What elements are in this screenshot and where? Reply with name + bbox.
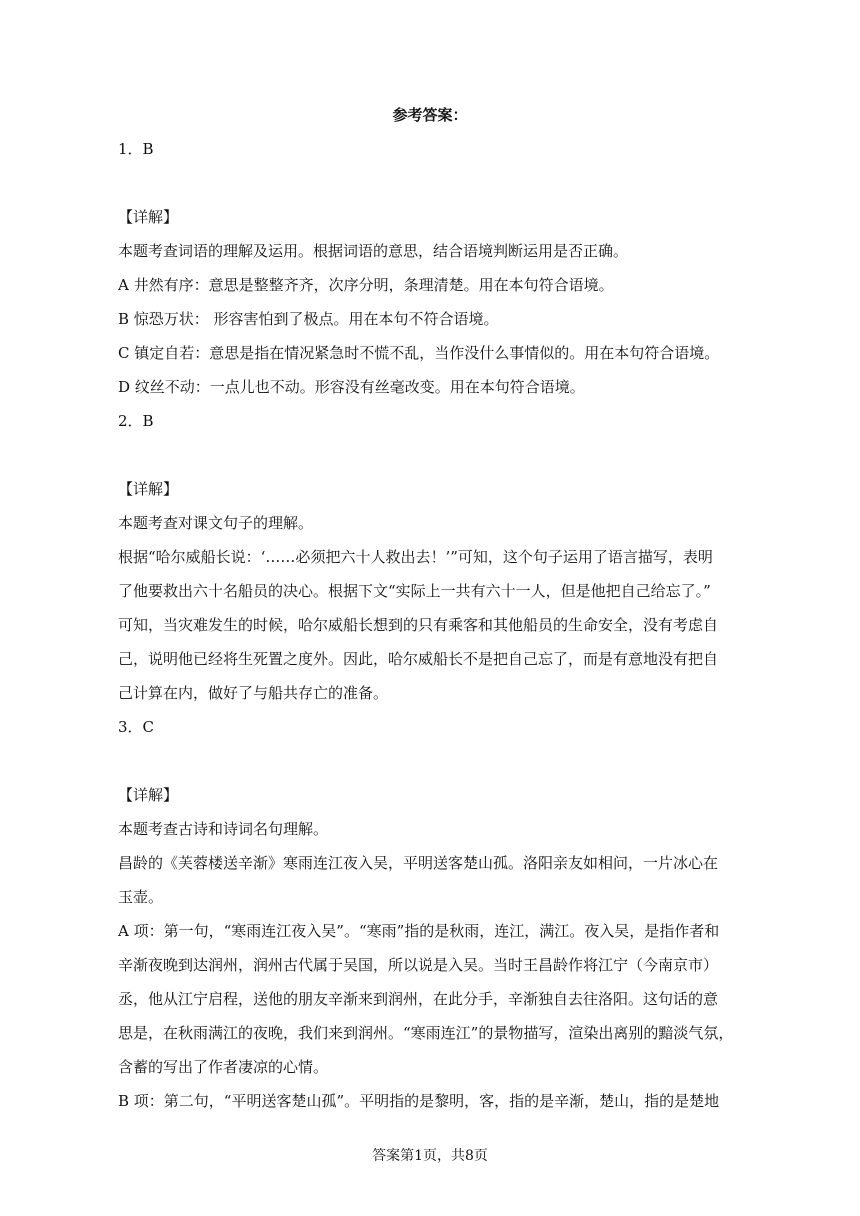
- answer-heading: 【详解】: [118, 786, 179, 804]
- answer-line: 己，说明他已经将生死置之度外。因此，哈尔威船长不是把自己忘了，而是有意地没有把自: [118, 650, 719, 668]
- answer-heading: 【详解】: [118, 208, 179, 226]
- answer-line: A 项：第一句，“寒雨连江夜入吴”。“寒雨”指的是秋雨，连江，满江。夜入吴，是指作者和: [118, 922, 720, 940]
- answer-line: B 项：第二句，“平明送客楚山孤”。平明指的是黎明，客，指的是辛渐，楚山，指的是楚地: [118, 1092, 720, 1110]
- answer-line: 昌龄的《芙蓉楼送辛渐》寒雨连江夜入吴，平明送客楚山孤。洛阳亲友如相问，一片冰心在: [118, 854, 719, 872]
- answer-line: D 纹丝不动：一点儿也不动。形容没有丝毫改变。用在本句符合语境。: [118, 378, 585, 396]
- answer-number: 1．B: [118, 140, 154, 158]
- answer-line: 本题考查词语的理解及运用。根据词语的意思，结合语境判断运用是否正确。: [118, 242, 629, 260]
- answer-line: C 镇定自若：意思是指在情况紧急时不慌不乱，当作没什么事情似的。用在本句符合语境。: [118, 344, 720, 362]
- answer-line: 思是，在秋雨满江的夜晚，我们来到润州。“寒雨连江”的景物描写，渲染出离别的黯淡气氛，: [118, 1024, 734, 1042]
- answer-line: A 井然有序：意思是整整齐齐，次序分明，条理清楚。用在本句符合语境。: [118, 276, 614, 294]
- page-footer: 答案第1页，共8页: [372, 1148, 488, 1164]
- answer-line: 含蓄的写出了作者凄凉的心情。: [118, 1058, 329, 1076]
- answer-line: 可知，当灾难发生的时候，哈尔威船长想到的只有乘客和其他船员的生命安全，没有考虑自: [118, 616, 719, 634]
- answer-line: 玉壶。: [118, 888, 164, 906]
- answer-number: 3．C: [118, 718, 155, 736]
- answer-content: [118, 132, 746, 1118]
- answer-line: 丞，他从江宁启程，送他的朋友辛渐来到润州，在此分手，辛渐独自去往洛阳。这句话的意: [118, 990, 719, 1008]
- answer-line: 根据“哈尔威船长说：‘……必须把六十人救出去！’”可知，这个句子运用了语言描写，表明: [118, 548, 713, 566]
- answer-heading: 【详解】: [118, 480, 179, 498]
- answer-line: 了他要救出六十名船员的决心。根据下文“实际上一共有六十一人，但是他把自己给忘了。”: [118, 582, 711, 600]
- answer-line: 本题考查对课文句子的理解。: [118, 514, 314, 532]
- answer-number: 2．B: [118, 412, 154, 430]
- answer-line: 己计算在内，做好了与船共存亡的准备。: [118, 684, 389, 702]
- answer-line: 辛渐夜晚到达润州，润州古代属于吴国，所以说是入吴。当时王昌龄作将江宁（今南京市）: [118, 956, 719, 974]
- page-title: 参考答案：: [392, 106, 468, 124]
- answer-line: B 惊恐万状： 形容害怕到了极点。用在本句不符合语境。: [118, 310, 499, 328]
- answer-line: 本题考查古诗和诗词名句理解。: [118, 820, 329, 838]
